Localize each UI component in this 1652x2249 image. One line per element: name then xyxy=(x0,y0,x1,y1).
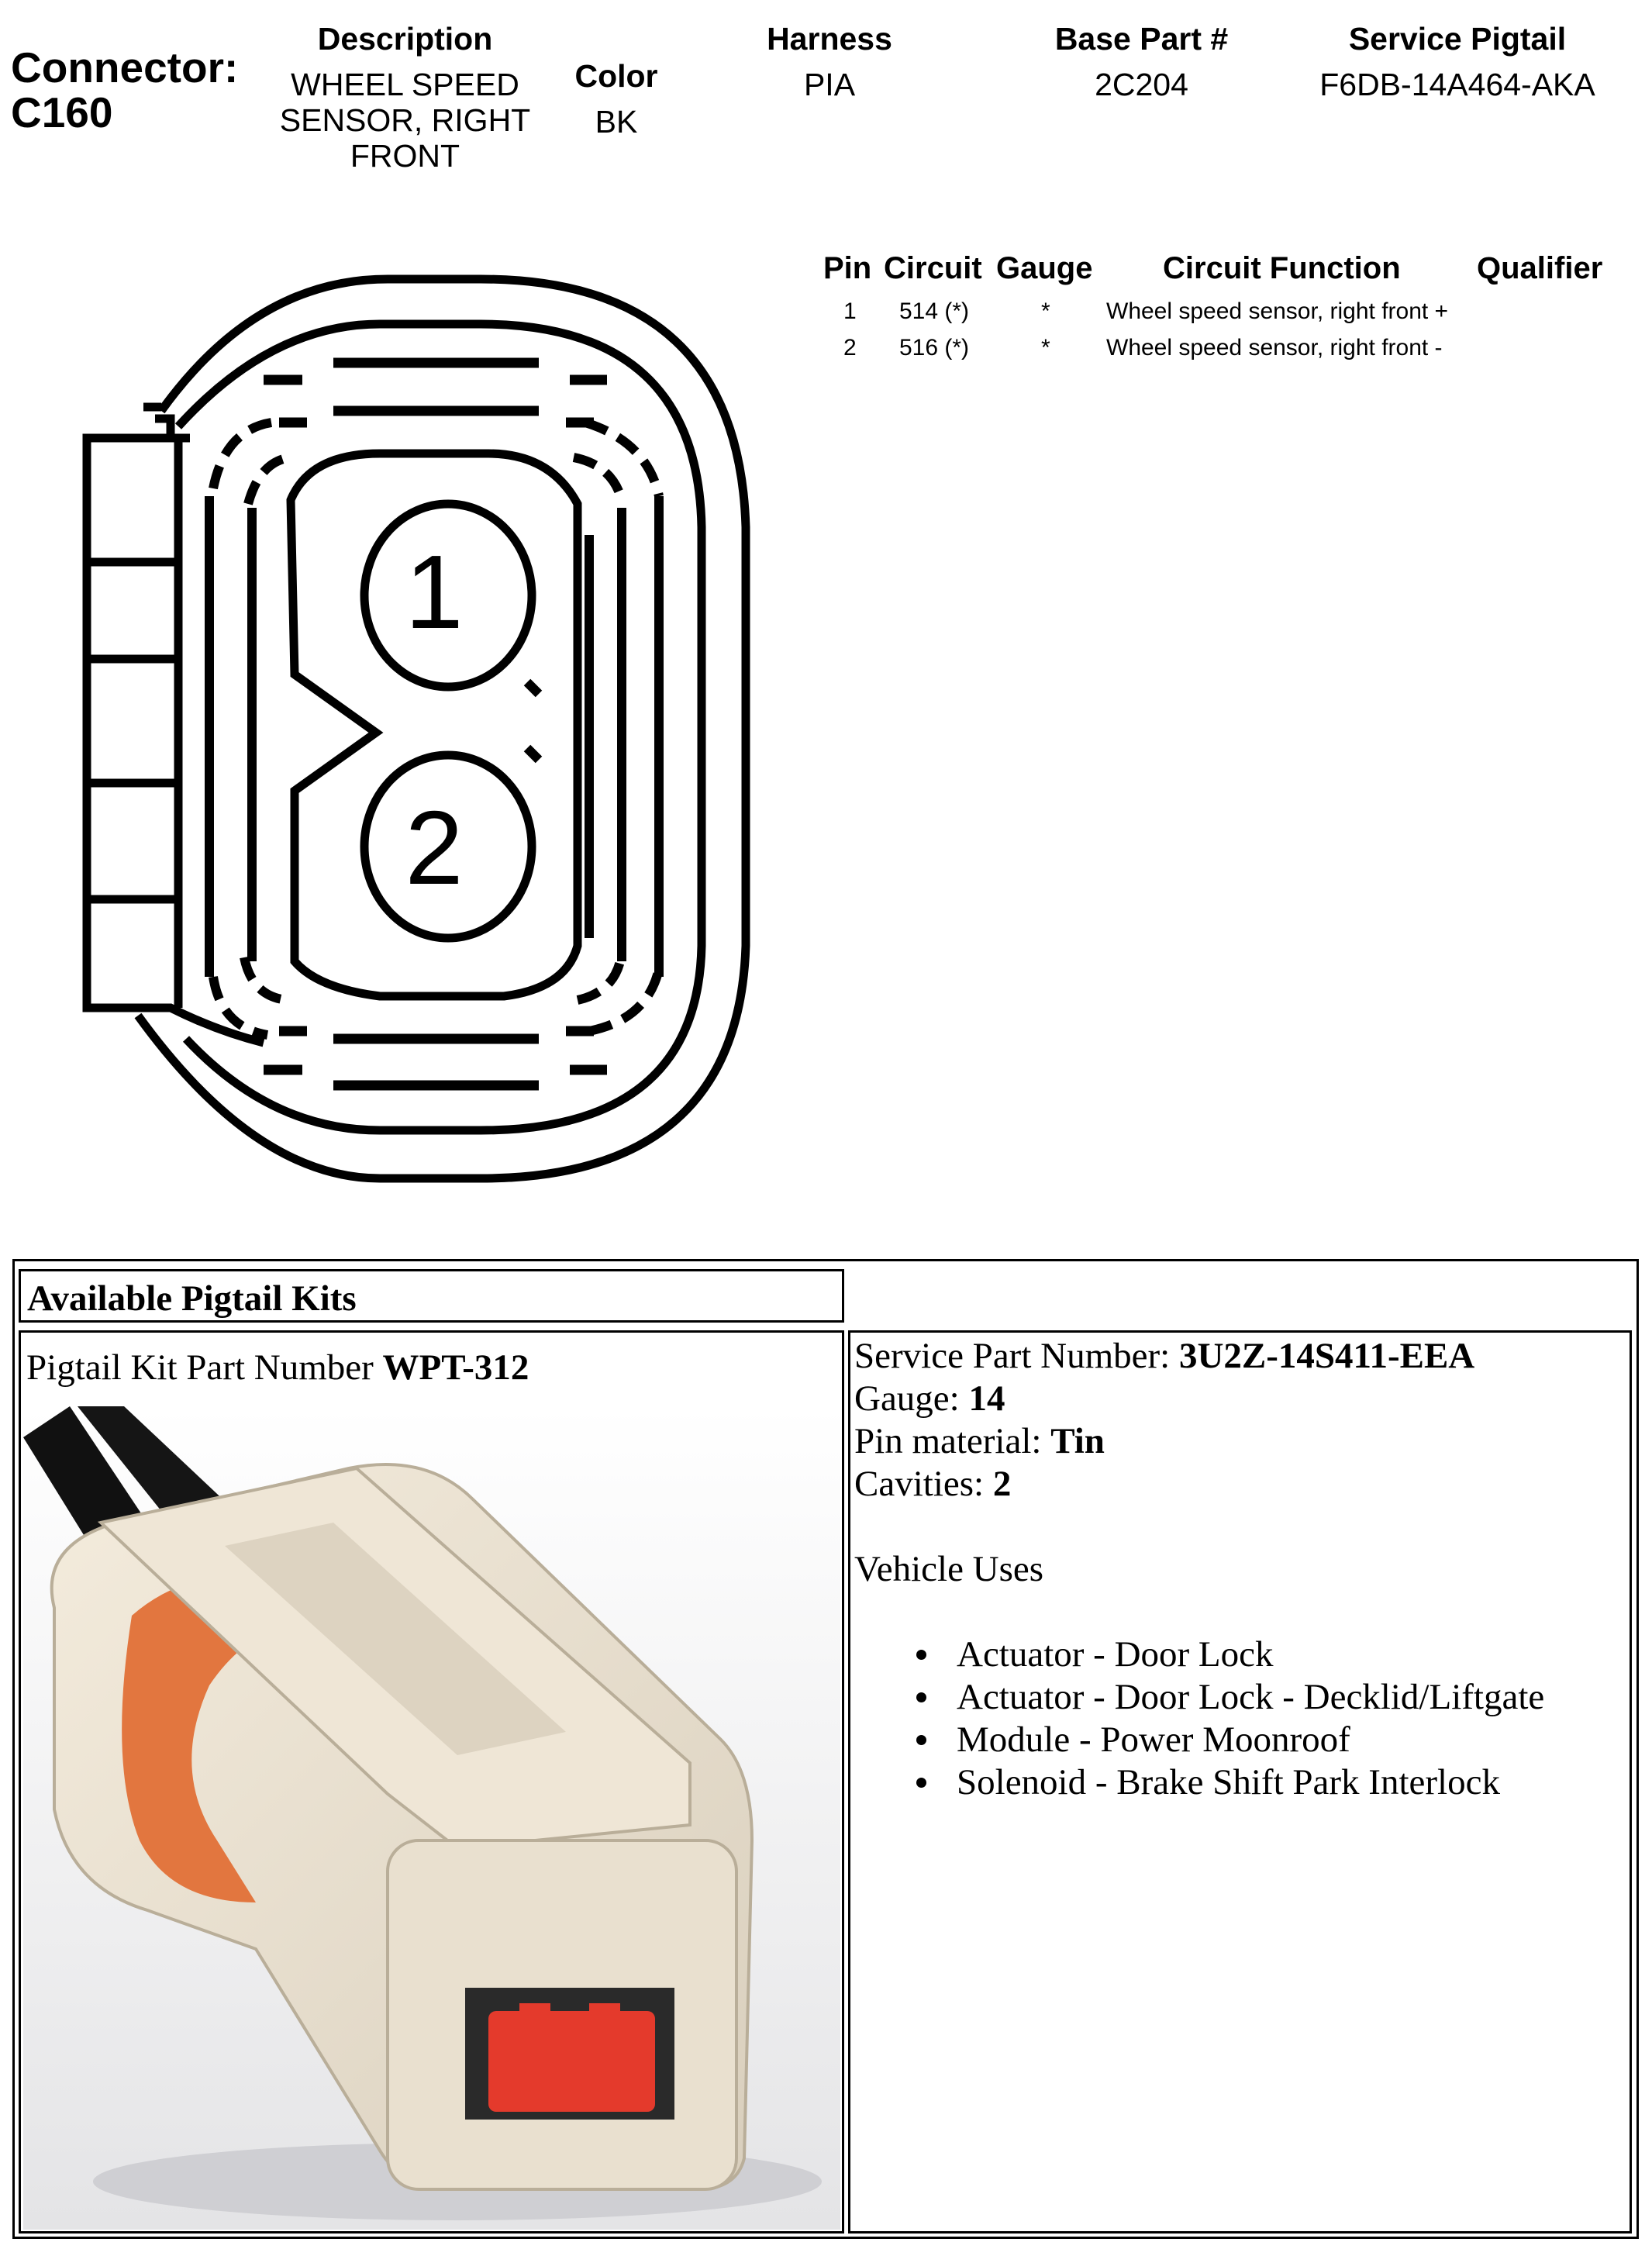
corner-arc xyxy=(213,423,271,488)
pin-material-line xyxy=(854,1420,1544,1463)
wire-gauge: * xyxy=(1041,298,1050,324)
pin-number: 2 xyxy=(843,335,857,360)
connector-face-diagram xyxy=(70,264,767,1209)
pin-material-value: Tin xyxy=(1050,1421,1105,1461)
vehicle-uses-heading: Vehicle Uses xyxy=(854,1549,1044,1589)
service-part-details xyxy=(854,1335,1544,1804)
terminal-lock xyxy=(488,2011,655,2112)
vehicle-use: Solenoid - Brake Shift Park Interlock xyxy=(957,1762,1500,1802)
circuit-function: Wheel speed sensor, right front - xyxy=(1106,335,1443,360)
vehicle-use: Actuator - Door Lock - Decklid/Liftgate xyxy=(957,1677,1545,1717)
list-item xyxy=(854,1676,1544,1719)
pigtail-connector-image xyxy=(23,1406,840,2230)
description-line: FRONT xyxy=(350,138,460,174)
list-item xyxy=(854,1633,1544,1676)
cavities-value: 2 xyxy=(992,1464,1012,1504)
gauge-line xyxy=(854,1378,1544,1420)
bullet-icon xyxy=(916,1735,926,1745)
corner-arc xyxy=(248,457,291,504)
pigtail-kits-heading: Available Pigtail Kits xyxy=(27,1278,357,1319)
color-header: Color xyxy=(574,58,658,94)
gauge-value: 14 xyxy=(968,1378,1005,1419)
service-pigtail-value: F6DB-14A464-AKA xyxy=(1319,67,1595,102)
keying-mark xyxy=(527,748,539,760)
corner-arc xyxy=(578,961,620,1000)
connector-label: Connector: xyxy=(11,43,239,91)
connector-title xyxy=(11,45,238,135)
kit-part-number: WPT-312 xyxy=(382,1347,529,1388)
base-part-value: 2C204 xyxy=(1095,67,1188,102)
list-item xyxy=(854,1761,1544,1804)
pin-column-header: Pin xyxy=(823,251,872,285)
service-part-number: 3U2Z-14S411-EEA xyxy=(1178,1336,1475,1376)
harness-header: Harness xyxy=(767,21,892,57)
gauge-label: Gauge: xyxy=(854,1378,969,1419)
description-value xyxy=(267,67,543,174)
list-item xyxy=(854,1719,1544,1761)
bullet-icon xyxy=(916,1692,926,1702)
pin-label-2: 2 xyxy=(405,789,464,906)
kit-part-number-line xyxy=(26,1345,529,1390)
bullet-icon xyxy=(916,1650,926,1660)
corner-arc xyxy=(589,969,659,1031)
corner-arc xyxy=(585,423,659,496)
circuit-column-header: Circuit xyxy=(884,251,982,285)
cavities-label: Cavities: xyxy=(854,1464,993,1504)
service-part-line xyxy=(854,1335,1544,1378)
circuit-number: 514 (*) xyxy=(899,298,970,324)
service-part-label: Service Part Number: xyxy=(854,1336,1179,1376)
vehicle-uses-list xyxy=(854,1633,1544,1804)
description-header: Description xyxy=(317,21,493,57)
description-line: SENSOR, RIGHT xyxy=(279,102,531,138)
kit-part-label: Pigtail Kit Part Number xyxy=(26,1347,383,1388)
description-line: WHEEL SPEED xyxy=(291,67,519,102)
corner-arc xyxy=(574,457,622,500)
keying-mark xyxy=(527,682,539,694)
circuit-function: Wheel speed sensor, right front + xyxy=(1106,298,1449,324)
vehicle-use: Module - Power Moonroof xyxy=(957,1720,1350,1760)
connector-id: C160 xyxy=(11,88,113,136)
vehicle-use: Actuator - Door Lock xyxy=(957,1634,1274,1675)
pin-number: 1 xyxy=(843,298,857,324)
pin-label-1: 1 xyxy=(405,533,464,650)
bullet-icon xyxy=(916,1778,926,1788)
qualifier-column-header: Qualifier xyxy=(1477,251,1603,285)
base-part-header: Base Part # xyxy=(1054,21,1229,57)
cavities-line xyxy=(854,1463,1544,1506)
color-value: BK xyxy=(595,104,638,140)
pin-material-label: Pin material: xyxy=(854,1421,1051,1461)
service-pigtail-header: Service Pigtail xyxy=(1348,21,1567,57)
wire-gauge: * xyxy=(1041,335,1050,360)
function-column-header: Circuit Function xyxy=(1163,251,1401,285)
pigtail-kits-heading-box xyxy=(19,1269,844,1323)
harness-value: PIA xyxy=(803,67,856,102)
corner-arc xyxy=(244,957,287,1000)
gauge-column-header: Gauge xyxy=(996,251,1093,285)
circuit-number: 516 (*) xyxy=(899,335,970,360)
